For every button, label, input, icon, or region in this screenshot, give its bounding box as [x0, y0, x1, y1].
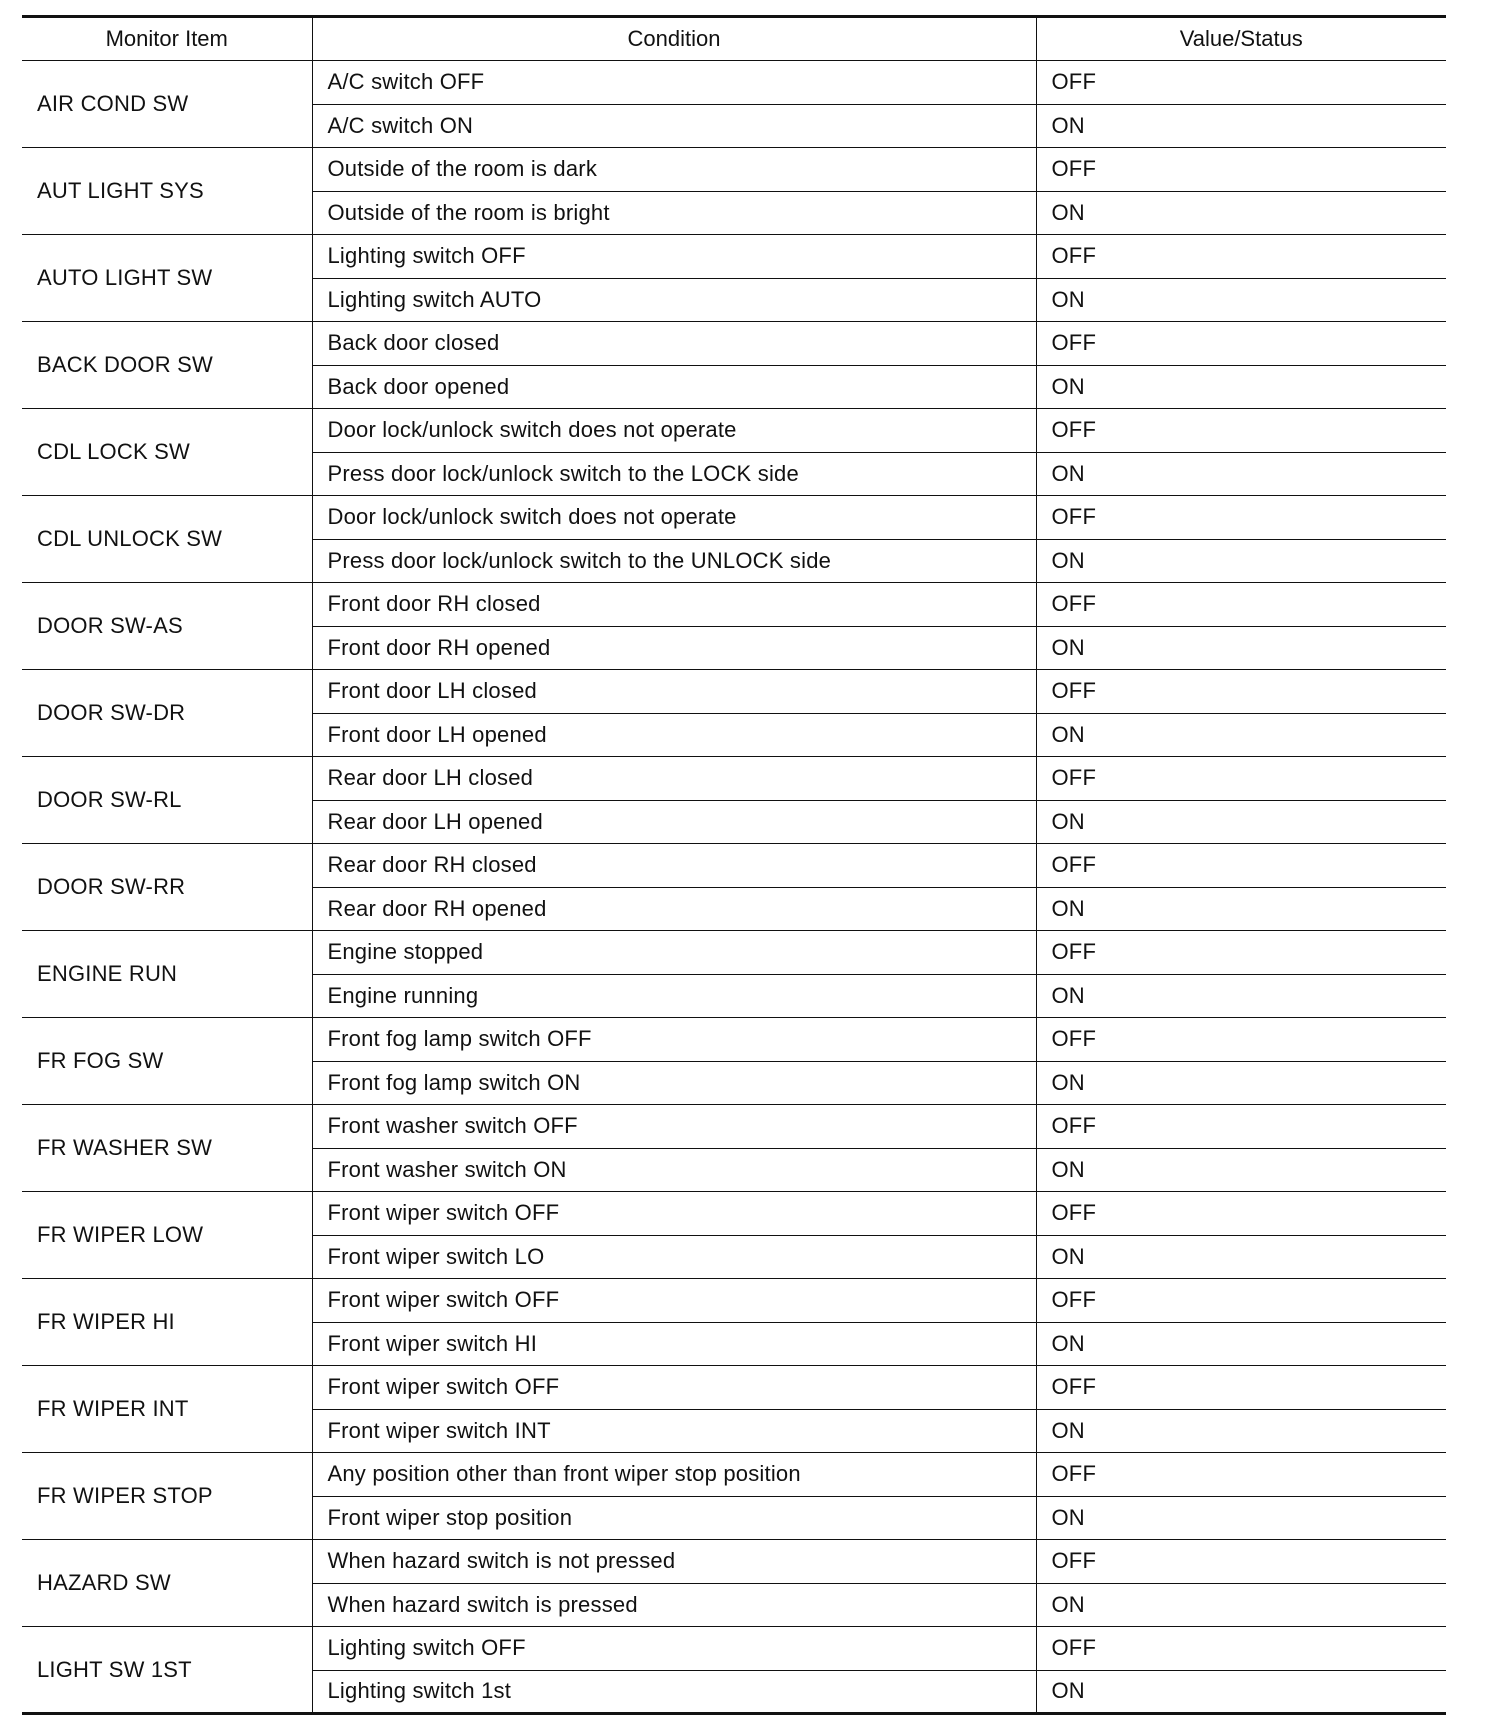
value-status-cell: ON: [1036, 1235, 1446, 1279]
value-status-cell: OFF: [1036, 61, 1446, 105]
value-status-cell: OFF: [1036, 1453, 1446, 1497]
value-status-cell: OFF: [1036, 235, 1446, 279]
value-status-cell: ON: [1036, 1670, 1446, 1714]
value-status-cell: ON: [1036, 1583, 1446, 1627]
condition-cell: Front washer switch ON: [312, 1148, 1036, 1192]
monitor-item-cell: FR WIPER HI: [22, 1279, 312, 1366]
monitor-item-cell: HAZARD SW: [22, 1540, 312, 1627]
condition-cell: A/C switch OFF: [312, 61, 1036, 105]
table-body: [22, 61, 1446, 1714]
table-row: [22, 1540, 1446, 1584]
value-status-cell: OFF: [1036, 583, 1446, 627]
monitor-item-cell: BACK DOOR SW: [22, 322, 312, 409]
condition-cell: Front door LH closed: [312, 670, 1036, 714]
monitor-item-cell: AUTO LIGHT SW: [22, 235, 312, 322]
condition-cell: Front door RH opened: [312, 626, 1036, 670]
monitor-item-cell: FR WIPER INT: [22, 1366, 312, 1453]
condition-cell: A/C switch ON: [312, 104, 1036, 148]
condition-cell: Outside of the room is dark: [312, 148, 1036, 192]
condition-cell: Front wiper switch HI: [312, 1322, 1036, 1366]
value-status-cell: OFF: [1036, 757, 1446, 801]
condition-cell: Engine stopped: [312, 931, 1036, 975]
value-status-cell: OFF: [1036, 148, 1446, 192]
condition-cell: When hazard switch is not pressed: [312, 1540, 1036, 1584]
condition-cell: Door lock/unlock switch does not operate: [312, 409, 1036, 453]
table-row: [22, 1018, 1446, 1062]
table-row: [22, 496, 1446, 540]
monitor-item-cell: AUT LIGHT SYS: [22, 148, 312, 235]
condition-cell: Front wiper switch INT: [312, 1409, 1036, 1453]
value-status-cell: ON: [1036, 974, 1446, 1018]
condition-cell: Front wiper switch LO: [312, 1235, 1036, 1279]
monitor-item-table: [22, 15, 1446, 1715]
condition-cell: Lighting switch 1st: [312, 1670, 1036, 1714]
monitor-item-cell: DOOR SW-RR: [22, 844, 312, 931]
table-row: [22, 322, 1446, 366]
value-status-cell: ON: [1036, 800, 1446, 844]
value-status-cell: OFF: [1036, 931, 1446, 975]
monitor-item-cell: ENGINE RUN: [22, 931, 312, 1018]
table-row: [22, 931, 1446, 975]
monitor-item-cell: FR WASHER SW: [22, 1105, 312, 1192]
condition-cell: Rear door RH closed: [312, 844, 1036, 888]
table-row: [22, 1279, 1446, 1323]
condition-cell: Lighting switch OFF: [312, 235, 1036, 279]
condition-cell: Rear door LH closed: [312, 757, 1036, 801]
value-status-cell: ON: [1036, 1496, 1446, 1540]
monitor-item-cell: FR FOG SW: [22, 1018, 312, 1105]
monitor-item-cell: DOOR SW-DR: [22, 670, 312, 757]
condition-cell: Lighting switch OFF: [312, 1627, 1036, 1671]
value-status-cell: OFF: [1036, 496, 1446, 540]
value-status-cell: ON: [1036, 1409, 1446, 1453]
table-row: [22, 1105, 1446, 1149]
condition-cell: Front wiper switch OFF: [312, 1279, 1036, 1323]
table-row: [22, 235, 1446, 279]
monitor-item-cell: FR WIPER LOW: [22, 1192, 312, 1279]
condition-cell: Lighting switch AUTO: [312, 278, 1036, 322]
value-status-cell: OFF: [1036, 1192, 1446, 1236]
monitor-item-cell: FR WIPER STOP: [22, 1453, 312, 1540]
value-status-cell: OFF: [1036, 1105, 1446, 1149]
value-status-cell: ON: [1036, 1322, 1446, 1366]
monitor-item-table-container: [22, 15, 1446, 1715]
monitor-item-cell: LIGHT SW 1ST: [22, 1627, 312, 1714]
table-row: [22, 757, 1446, 801]
condition-cell: Rear door RH opened: [312, 887, 1036, 931]
condition-cell: Front washer switch OFF: [312, 1105, 1036, 1149]
value-status-cell: ON: [1036, 626, 1446, 670]
condition-cell: Back door closed: [312, 322, 1036, 366]
monitor-item-cell: CDL LOCK SW: [22, 409, 312, 496]
value-status-cell: ON: [1036, 539, 1446, 583]
table-row: [22, 670, 1446, 714]
condition-cell: Front wiper stop position: [312, 1496, 1036, 1540]
value-status-cell: OFF: [1036, 1279, 1446, 1323]
condition-cell: Front fog lamp switch ON: [312, 1061, 1036, 1105]
header-value-status: Value/Status: [1036, 17, 1446, 61]
value-status-cell: OFF: [1036, 1627, 1446, 1671]
table-row: [22, 1192, 1446, 1236]
value-status-cell: OFF: [1036, 1540, 1446, 1584]
monitor-item-cell: DOOR SW-AS: [22, 583, 312, 670]
value-status-cell: ON: [1036, 713, 1446, 757]
value-status-cell: OFF: [1036, 844, 1446, 888]
value-status-cell: OFF: [1036, 670, 1446, 714]
table-row: [22, 844, 1446, 888]
condition-cell: Front fog lamp switch OFF: [312, 1018, 1036, 1062]
table-header: [22, 17, 1446, 61]
value-status-cell: OFF: [1036, 1018, 1446, 1062]
condition-cell: Back door opened: [312, 365, 1036, 409]
condition-cell: Door lock/unlock switch does not operate: [312, 496, 1036, 540]
monitor-item-cell: DOOR SW-RL: [22, 757, 312, 844]
monitor-item-cell: CDL UNLOCK SW: [22, 496, 312, 583]
value-status-cell: ON: [1036, 887, 1446, 931]
condition-cell: Any position other than front wiper stop position: [312, 1453, 1036, 1497]
value-status-cell: ON: [1036, 452, 1446, 496]
monitor-item-cell: AIR COND SW: [22, 61, 312, 148]
value-status-cell: OFF: [1036, 1366, 1446, 1410]
value-status-cell: ON: [1036, 1148, 1446, 1192]
table-row: [22, 409, 1446, 453]
value-status-cell: OFF: [1036, 322, 1446, 366]
header-monitor-item: Monitor Item: [22, 17, 312, 61]
value-status-cell: OFF: [1036, 409, 1446, 453]
value-status-cell: ON: [1036, 278, 1446, 322]
value-status-cell: ON: [1036, 104, 1446, 148]
table-row: [22, 1453, 1446, 1497]
value-status-cell: ON: [1036, 365, 1446, 409]
condition-cell: Engine running: [312, 974, 1036, 1018]
condition-cell: Outside of the room is bright: [312, 191, 1036, 235]
header-row: [22, 17, 1446, 61]
condition-cell: Front door RH closed: [312, 583, 1036, 627]
condition-cell: Front door LH opened: [312, 713, 1036, 757]
condition-cell: Press door lock/unlock switch to the LOCK side: [312, 452, 1036, 496]
value-status-cell: ON: [1036, 1061, 1446, 1105]
table-row: [22, 1366, 1446, 1410]
condition-cell: When hazard switch is pressed: [312, 1583, 1036, 1627]
condition-cell: Front wiper switch OFF: [312, 1192, 1036, 1236]
table-row: [22, 1627, 1446, 1671]
table-row: [22, 583, 1446, 627]
condition-cell: Rear door LH opened: [312, 800, 1036, 844]
table-row: [22, 148, 1446, 192]
condition-cell: Press door lock/unlock switch to the UNLOCK side: [312, 539, 1036, 583]
condition-cell: Front wiper switch OFF: [312, 1366, 1036, 1410]
value-status-cell: ON: [1036, 191, 1446, 235]
header-condition: Condition: [312, 17, 1036, 61]
table-row: [22, 61, 1446, 105]
